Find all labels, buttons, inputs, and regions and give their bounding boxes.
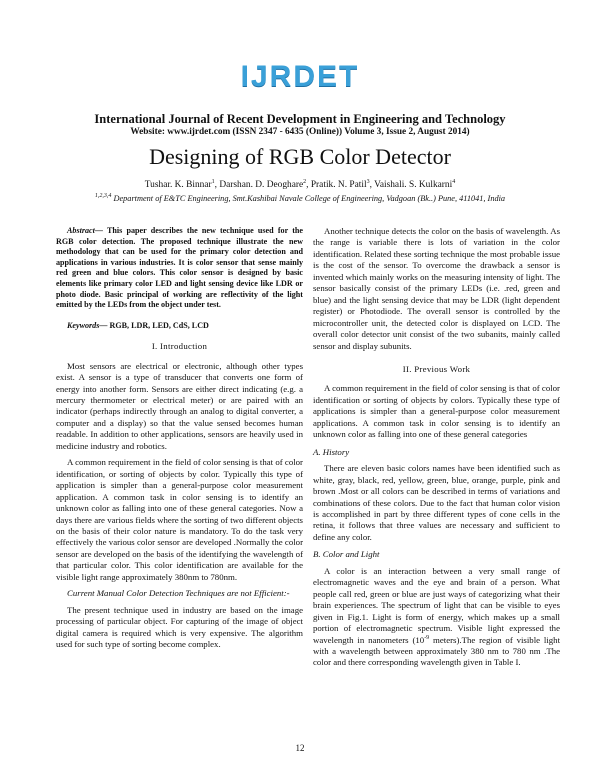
abstract-label: Abstract—	[67, 226, 103, 235]
affiliation	[0, 194, 600, 203]
subsection-heading-color-light: B. Color and Light	[313, 549, 380, 560]
color-light-text-b: meters).The region of visible light with a wavelength between approximately 380 nm to 780 nm .The color and there corresponding wavelength given in Table I.	[313, 634, 561, 668]
paragraph-intro-2: A common requirement in the field of color sensing is that of color identification, or sorting of objects by color. Typically this type of application is simpler than a general-purpose color measurement application. A common task in color sensing is to identify an unknown color as falling into one of these general categories. Now a days there are various fields where the sorting of two different objects on the basis of their color nature is mandatory. To do the task very effectively the various color sensor are developed .Normally the color sensor are developed on the basis of the identifying the wavelength of that particular color. This color identification are available for the visible light range approximately 380nm to 780nm.	[56, 457, 303, 582]
color-light-exponent: -9	[424, 634, 430, 641]
author-2: , Darshan. D. Deoghare	[214, 180, 304, 190]
color-light-text-a: A color is an interaction between a very small range of electromagnetic waves and the eye and brain of a person. What people call red, green or blue are just ways of categorizing what their brain experiences. The spectrum of light that can be visible to eyes given in Fig.1. Light is form of energy, which makes up a small portion of electromagnetic spectrum. Visible light expressed the wavelength in nanometers (10	[313, 565, 560, 645]
abstract	[56, 226, 303, 311]
paragraph-history: There are eleven basic colors names have been identified such as white, gray, black, red, yellow, green, blue, orange, purple, pink and brown .Most or all colors can be described in terms of variations and combinations of these colors. Due to the fact that human color vision is accomplished in part by three different types of cone cells in the retina, it follows that three values are necessary and sufficient to define any color.	[313, 463, 560, 542]
paragraph-intro-1: Most sensors are electrical or electronic, although other types exist. A sensor is a type of transducer that converts one form of energy into another form. Sensors are either direct indicating (e.g. a mercury thermometer or electrical meter) or are paired with an indicator (perhaps indirectly through an analog to digital converter, a computer and a display) so that the value sensed becomes human readable. In addition to other applications, sensors are heavily used in medicine industry and robotics.	[56, 360, 303, 451]
logo-text: IJRDET	[240, 60, 360, 93]
paragraph-color-light	[313, 566, 560, 669]
author-3: , Pratik. N. Patil	[306, 180, 367, 190]
author-3-sup: 3	[366, 178, 370, 185]
author-1: Tushar. K. Binnar	[144, 180, 212, 190]
author-1-sup: 1	[211, 178, 215, 185]
subsection-heading-history: A. History	[313, 446, 350, 457]
author-4: , Vaishali. S. Kulkarni	[369, 180, 453, 190]
journal-logo	[0, 60, 600, 94]
subheading-current-techniques: Current Manual Color Detection Techniques are not Efficient:-	[67, 588, 290, 599]
section-heading-introduction: I. Introduction	[151, 341, 208, 352]
page-number: 12	[295, 743, 305, 753]
section-heading-previous-work: II. Previous Work	[402, 363, 471, 374]
paragraph-right-1: Another technique detects the color on the basis of wavelength. As the range is variable there is lots of variation in the color identification. Related these sorting technique the most probable issue is the cost of the sensor. To overcome the drawback a sensor is invented which mainly works on the measuring intensity of light. The sensor basically consist of the primary LEDs (i.e. .red, green and blue) and the light sensing device that may be LDR (light dependent register) or Photodiode. The overall sensor is controlled by the microcontroller unit, the detected color is displayed on LCD. The overall color detector unit consist of the two subanits, mainly called sensor and display subunits.	[313, 226, 560, 351]
keywords-text: RGB, LDR, LED, CdS, LCD	[107, 320, 209, 330]
affiliation-text: Department of E&TC Engineering, Smt.Kashibai Navale College of Engineering, Vadgoan (Bk..) Pune, 411041, India	[111, 194, 506, 203]
paragraph-current-techniques: The present technique used in industry are based on the image processing of particular object. For capturing of the image of object digital camera is required which is very expensive. The algorithm used for such type of sorting become complex.	[56, 604, 303, 650]
paragraph-previous-1: A common requirement in the field of color sensing is that of color identification or sorting of objects by colors. Typically these type of applications is simpler than a general-purpose color measurement applications. A common task in color sensing is to identify an unknown color as falling into one of these general categories	[313, 383, 560, 440]
keywords-label: Keywords—	[67, 320, 108, 330]
authors	[0, 180, 600, 190]
journal-website: Website: www.ijrdet.com (ISSN 2347 - 6435 (Online)) Volume 3, Issue 2, August 2014)	[130, 127, 470, 137]
keywords	[56, 320, 303, 331]
abstract-text: This paper describes the new technique used for the RGB color detection. The proposed technique illustrate the new methodology that can be used for the primary color detection and applications in various industries. It is color sensor that sense mainly red green and blue colors. This color sensor is designed by basic elements like primary color LED and light sensing device like LDR or photo diode. Basic principal of working are reflectivity of the light emitted by the LEDs from the object under test.	[56, 226, 303, 310]
paper-title: Designing of RGB Color Detector	[149, 144, 451, 169]
affiliation-sup: 1,2,3,4	[94, 193, 112, 200]
journal-title: International Journal of Recent Development in Engineering and Technology	[94, 112, 506, 126]
right-column	[313, 226, 560, 669]
author-2-sup: 2	[303, 178, 307, 185]
left-column	[56, 226, 303, 651]
author-4-sup: 4	[452, 178, 456, 185]
